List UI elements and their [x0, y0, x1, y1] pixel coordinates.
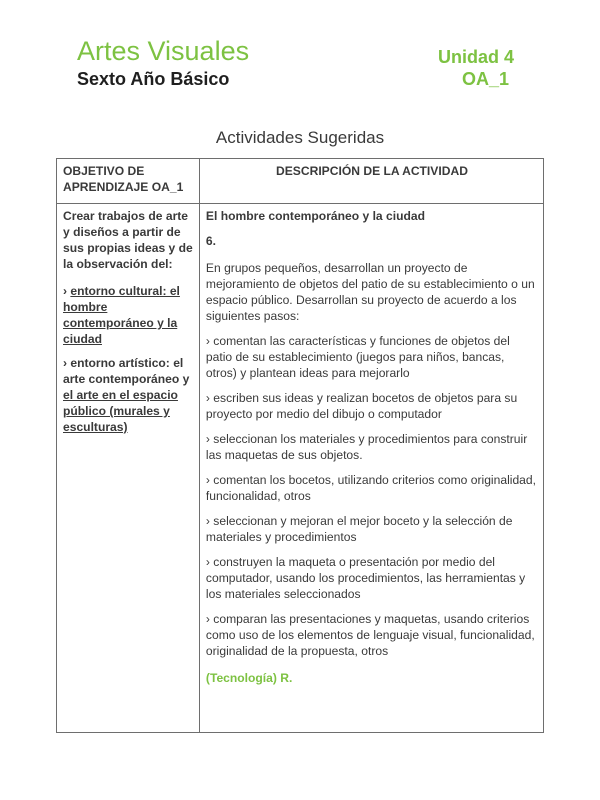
activity-title: El hombre contemporáneo y la ciudad	[205, 209, 425, 223]
section-title: Actividades Sugeridas	[215, 128, 385, 147]
table-body-row	[57, 204, 544, 733]
objective-item-artistic	[63, 355, 194, 435]
objective-item-cultural	[63, 283, 194, 347]
activity-step: › construyen la maqueta o presentación por medio del computador, usando los procedimientos, las herramientas y los materiales seleccionados	[205, 555, 526, 601]
grade-subtitle: Sexto Año Básico	[77, 69, 230, 89]
oa-label: OA_1	[461, 69, 509, 89]
objective-intro: Crear trabajos de arte y diseños a partir de sus propias ideas y de la observación del:	[63, 209, 193, 271]
activity-step: › escriben sus ideas y realizan bocetos de objetos para su proyecto por medio del dibujo o computador	[205, 391, 518, 421]
objective-column-header: OBJETIVO DE APRENDIZAJE OA_1	[57, 159, 200, 204]
activity-step: › seleccionan y mejoran el mejor boceto y la selección de materiales y procedimientos	[205, 514, 513, 544]
description-column-header: DESCRIPCIÓN DE LA ACTIVIDAD	[199, 159, 543, 204]
technology-note: (Tecnología) R.	[205, 671, 293, 685]
activity-step: › comentan las características y funciones de objetos del patio de su establecimiento (juegos para niños, bancas, otros) y plantean ideas para mejorarlo	[205, 334, 510, 380]
table-header-row	[57, 159, 544, 204]
activity-step: › comentan los bocetos, utilizando criterios como originalidad, funcionalidad, otros	[205, 473, 536, 503]
page-title: Artes Visuales	[77, 36, 250, 66]
objective-item-cultural-text: entorno cultural: el hombre contemporáneo y la ciudad	[63, 284, 180, 346]
description-cell	[199, 204, 543, 733]
activity-step: › seleccionan los materiales y procedimientos para construir las maquetas de sus objetos.	[205, 432, 528, 462]
activity-step: › comparan las presentaciones y maquetas, usando criterios como uso de los elementos de lenguaje visual, funcionalidad, originalidad de la propuesta, otros	[205, 612, 535, 658]
objective-item-artistic-text: › entorno artístico: el arte contemporáneo y	[63, 356, 190, 386]
objective-cell	[57, 204, 200, 733]
activity-intro: En grupos pequeños, desarrollan un proyecto de mejoramiento de objetos del patio de su establecimiento o un espacio público. Desarrollan su proyecto de acuerdo a los siguientes pasos:	[205, 261, 535, 323]
activity-table	[56, 158, 544, 733]
unit-label: Unidad 4	[437, 47, 514, 67]
objective-item-artistic-underlined: el arte en el espacio público (murales y esculturas)	[63, 388, 178, 434]
bullet: ›	[63, 284, 71, 298]
activity-number: 6.	[205, 234, 217, 248]
